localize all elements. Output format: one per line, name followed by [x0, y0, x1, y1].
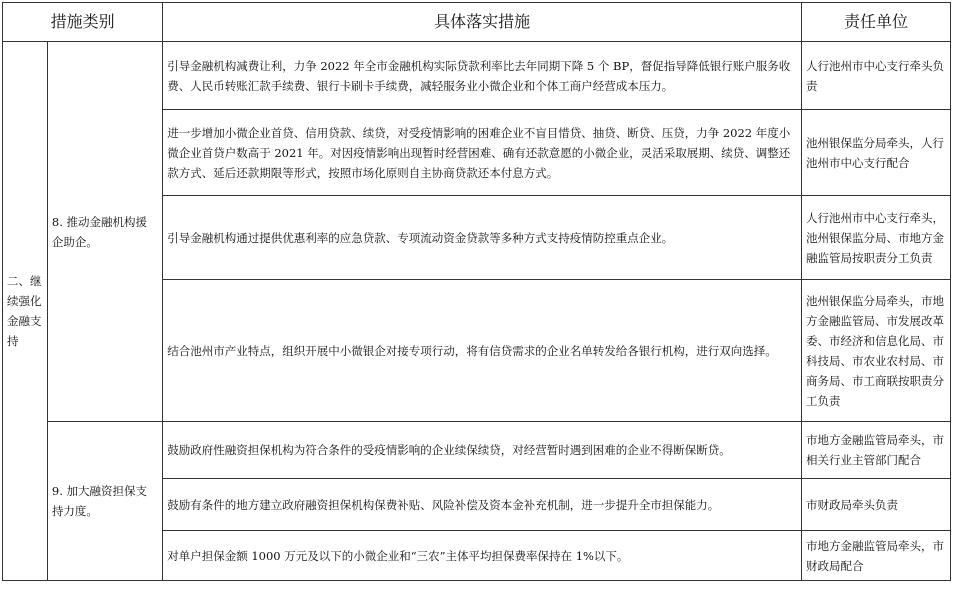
- measure-cell: 对单户担保金额 1000 万元及以下的小微企业和“三农”主体平均担保费率保持在 1%以下。: [163, 531, 802, 581]
- unit-cell: 池州银保监分局牵头，人行池州市中心支行配合: [801, 110, 950, 196]
- measure-cell: 引导金融机构通过提供优惠利率的应急贷款、专项流动资金贷款等多种方式支持疫情防控重点企业。: [163, 196, 802, 280]
- unit-cell: 人行池州市中心支行牵头，池州银保监分局、市地方金融监管局按职责分工负责: [801, 196, 950, 280]
- measure-cell: 鼓励政府性融资担保机构为符合条件的受疫情影响的企业续保续贷，对经营暂时遇到困难的企业不得断保断贷。: [163, 422, 802, 479]
- unit-cell: 市财政局牵头负责: [801, 479, 950, 531]
- unit-cell: 市地方金融监管局牵头，市财政局配合: [801, 531, 950, 581]
- measure-cell: 鼓励有条件的地方建立政府融资担保机构保费补贴、风险补偿及资本金补充机制，进一步提升全市担保能力。: [163, 479, 802, 531]
- subcategory-8: 8. 推动金融机构援企助企。: [47, 42, 162, 422]
- category-main: 二、继续强化金融支持: [3, 42, 48, 581]
- measure-cell: 引导金融机构减费让利，力争 2022 年全市金融机构实际贷款利率比去年同期下降 5 个 BP，督促指导降低银行账户服务收费、人民币转账汇款手续费、银行卡刷卡手续费，减轻服务业小微企业和个体工商户经营成本压力。: [163, 42, 802, 110]
- unit-cell: 池州银保监分局牵头，市地方金融监管局、市发展改革委、市经济和信息化局、市科技局、市农业农村局、市商务局、市工商联按职责分工负责: [801, 280, 950, 422]
- header-row: [3, 3, 951, 42]
- table-row: [3, 422, 951, 479]
- measure-cell: 进一步增加小微企业首贷、信用贷款、续贷，对受疫情影响的困难企业不盲目惜贷、抽贷、断贷、压贷，力争 2022 年度小微企业首贷户数高于 2021 年。对因疫情影响出现暂时经营困难、确有还款意愿的小微企业，灵活采取展期、续贷、调整还款方式、延后还款期限等形式，按照市场化原则自主协商贷款还本付息方式。: [163, 110, 802, 196]
- unit-cell: 人行池州市中心支行牵头负责: [801, 42, 950, 110]
- header-category: 措施类别: [3, 3, 163, 42]
- unit-cell: 市地方金融监管局牵头，市相关行业主管部门配合: [801, 422, 950, 479]
- measures-table: [2, 2, 951, 581]
- subcategory-9: 9. 加大融资担保支持力度。: [47, 422, 162, 581]
- table-row: [3, 42, 951, 110]
- header-measures: 具体落实措施: [163, 3, 802, 42]
- measure-cell: 结合池州市产业特点，组织开展中小微银企对接专项行动，将有信贷需求的企业名单转发给各银行机构，进行双向选择。: [163, 280, 802, 422]
- header-responsible: 责任单位: [801, 3, 950, 42]
